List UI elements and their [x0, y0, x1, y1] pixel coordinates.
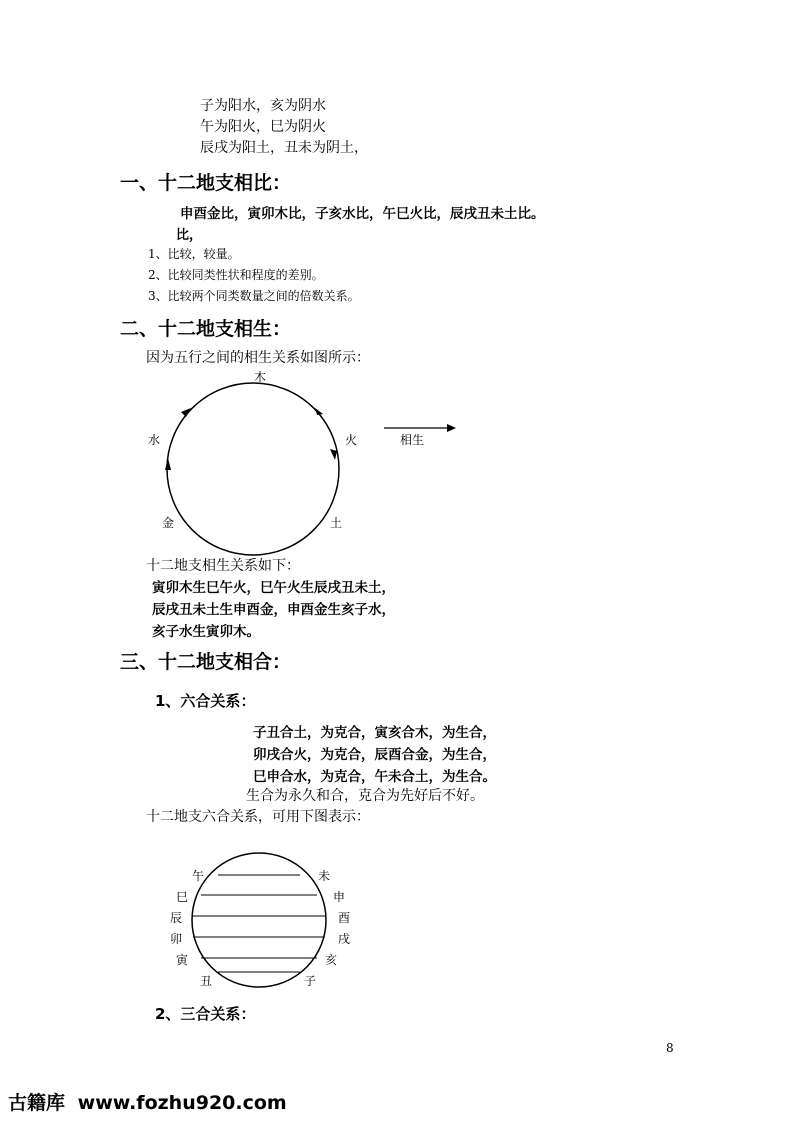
section1-sub-heading: 比， — [176, 228, 203, 243]
label-mao: 卯 — [170, 932, 183, 946]
section1-item-1: 1、比较，较量。 — [148, 247, 240, 261]
label-fire: 火 — [345, 433, 358, 447]
label-wu: 午 — [192, 869, 205, 883]
section3-sub2: 2、三合关系： — [155, 1005, 256, 1023]
label-yin: 寅 — [176, 953, 189, 967]
section2-relation-2: 辰戌丑未土生申酉金，申酉金生亥子水， — [152, 602, 395, 618]
footer-url: www.fozhu920.com — [77, 1092, 287, 1114]
six-harmony-line-3: 巳申合水，为克合，午未合土，为生合。 — [253, 769, 496, 785]
six-harmony-line-1: 子丑合土，为克合，寅亥合木，为生合， — [253, 725, 496, 741]
section3-heading: 三、十二地支相合： — [120, 651, 292, 673]
label-water: 水 — [148, 433, 161, 447]
section1-item-2: 2、比较同类性状和程度的差别。 — [148, 268, 324, 282]
six-harmony-note: 生合为永久和合，克合为先好后不好。 — [246, 788, 484, 804]
label-you: 酉 — [338, 911, 351, 925]
page-number: 8 — [666, 1041, 674, 1055]
label-zi: 子 — [304, 974, 317, 988]
intro-line-2: 午为阳火，巳为阴火 — [200, 119, 326, 135]
section1-item-3: 3、比较两个同类数量之间的倍数关系。 — [148, 289, 360, 303]
label-xu: 戌 — [338, 932, 351, 946]
label-earth: 土 — [330, 516, 343, 530]
intro-line-3: 辰戌为阳土，丑未为阴土， — [200, 140, 368, 156]
section3-sub1: 1、六合关系： — [155, 692, 256, 710]
label-hai: 亥 — [325, 953, 338, 967]
footer-brand: 古籍库 — [8, 1092, 66, 1114]
section2-intro: 因为五行之间的相生关系如图所示： — [146, 350, 370, 366]
harmony-circle — [192, 853, 326, 987]
intro-line-1: 子为阳水，亥为阴水 — [200, 98, 326, 114]
section2-relation-intro: 十二地支相生关系如下： — [146, 558, 300, 574]
section1-bold-line: 申酉金比，寅卯木比，子亥水比，午巳火比，辰戌丑未土比。 — [180, 206, 545, 222]
six-harmony-line-2: 卯戌合火，为克合，辰酉合金，为生合， — [253, 747, 496, 763]
six-harmony-diagram-intro: 十二地支六合关系，可用下图表示： — [146, 809, 370, 825]
label-chou: 丑 — [200, 974, 213, 988]
section2-relation-1: 寅卯木生巳午火，巳午火生辰戌丑未土， — [152, 580, 395, 596]
label-shen: 申 — [333, 890, 346, 904]
legend-label: 相生 — [400, 433, 425, 447]
label-wood: 木 — [254, 370, 267, 384]
label-wei: 未 — [318, 869, 331, 883]
section2-heading: 二、十二地支相生： — [120, 318, 292, 340]
section2-relation-3: 亥子水生寅卯木。 — [152, 624, 260, 640]
footer-watermark — [8, 1088, 287, 1115]
label-si: 巳 — [176, 890, 189, 904]
label-metal: 金 — [162, 516, 175, 530]
section1-heading: 一、十二地支相比： — [120, 172, 292, 194]
label-chen: 辰 — [170, 911, 183, 925]
